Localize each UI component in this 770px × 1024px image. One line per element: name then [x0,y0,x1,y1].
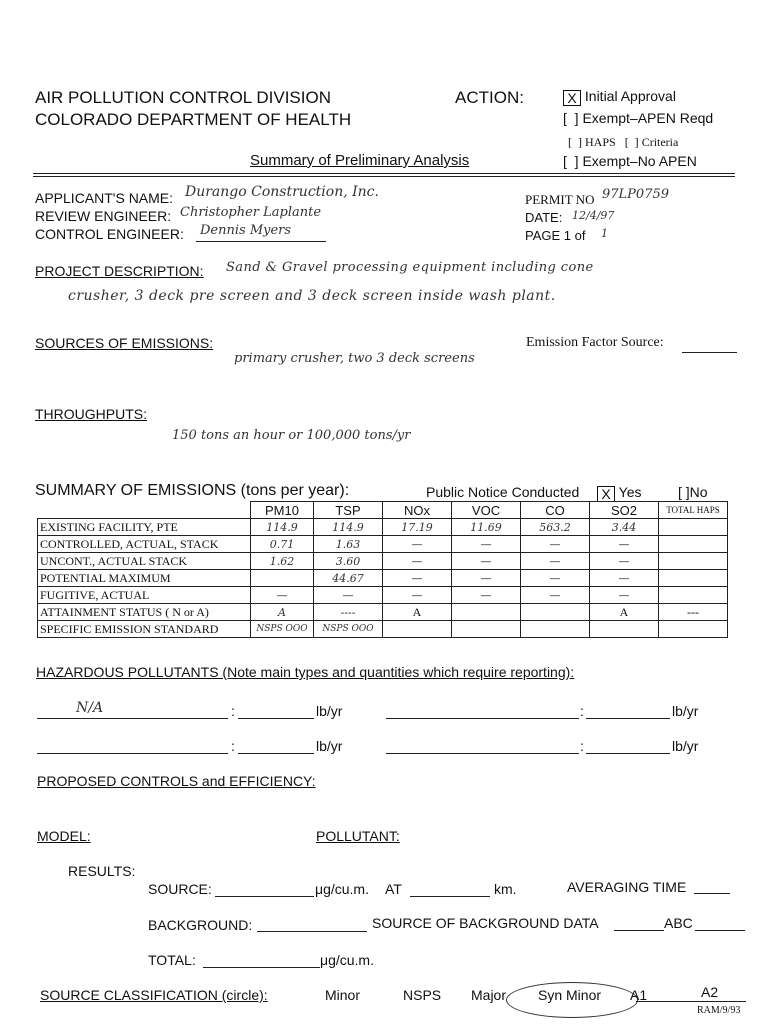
table-row [38,519,728,536]
row-label: SPECIFIC EMISSION STANDARD [38,621,251,638]
cell[interactable] [590,621,659,638]
source-line [215,896,314,897]
header-rule-2 [33,176,735,177]
cell[interactable] [452,621,521,638]
hazardous-line-1a [37,718,228,719]
yes-label: Yes [618,484,642,500]
at-line [410,896,490,897]
abc-label: ABC [664,915,693,931]
abc-line [695,930,745,931]
criteria-label: Criteria [641,135,679,149]
cell[interactable]: — [521,553,590,570]
total-line [203,967,320,968]
col-co: CO [521,502,590,519]
cell[interactable]: — [383,570,452,587]
permit-label: PERMIT NO [525,192,595,207]
review-engineer-value[interactable]: Christopher Laplante [180,205,322,220]
cell[interactable]: — [383,587,452,604]
initial-approval-label: Initial Approval [584,88,676,104]
cell[interactable]: — [452,570,521,587]
exempt-no-apen-checkbox[interactable]: [ ] [563,153,579,169]
sources-label: SOURCES OF EMISSIONS: [35,335,214,351]
emission-factor-line [682,352,737,353]
cell[interactable]: — [452,553,521,570]
exempt-no-apen-option[interactable] [563,153,697,169]
cell[interactable]: A [383,604,452,621]
public-notice-yes[interactable] [597,484,641,502]
cell[interactable] [659,570,728,587]
table-row [38,621,728,638]
review-engineer-label: REVIEW ENGINEER: [35,208,172,224]
row-label: POTENTIAL MAXIMUM [38,570,251,587]
hazardous-line-1b [238,718,314,719]
hazardous-line-3a [37,753,228,754]
project-description-line1[interactable]: Sand & Gravel processing equipment including cone [226,260,594,275]
control-engineer-underline [196,241,326,242]
averaging-time-label: AVERAGING TIME [567,879,687,895]
cell[interactable]: 1.62 [251,553,314,570]
col-total-haps: TOTAL HAPS [659,502,728,519]
exempt-apen-label: Exempt–APEN Reqd [582,110,714,126]
page-label: PAGE 1 of [525,228,586,243]
row-label: EXISTING FACILITY, PTE [38,519,251,536]
col-pm10: PM10 [251,502,314,519]
cell[interactable]: 114.9 [251,519,314,536]
criteria-checkbox[interactable]: [ ] [624,135,639,149]
initial-approval-checkbox[interactable]: X [563,90,581,106]
haps-checkbox[interactable]: [ ] [568,135,582,149]
yes-checkbox[interactable]: X [597,486,615,502]
hazardous-line-4b [586,753,670,754]
project-description-line2[interactable]: crusher, 3 deck pre screen and 3 deck screen inside wash plant. [68,288,556,304]
exempt-apen-checkbox[interactable]: [ ] [563,110,579,126]
hazardous-line-4a [386,753,579,754]
table-row [38,536,728,553]
col-so2: SO2 [590,502,659,519]
controls-label: PROPOSED CONTROLS and EFFICIENCY: [37,773,316,789]
source-background-line [614,930,664,931]
ugcum-unit: μg/cu.m. [315,881,369,897]
averaging-line [694,893,730,894]
cell[interactable]: — [452,587,521,604]
summary-title: Summary of Preliminary Analysis [250,152,470,169]
no-label: No [689,484,708,500]
colon: : [580,703,584,719]
public-notice-label: Public Notice Conducted [426,484,580,500]
cell[interactable] [383,621,452,638]
permit-value[interactable]: 97LP0759 [602,187,670,202]
class-syn-minor[interactable]: Syn Minor [538,987,602,1003]
cell[interactable]: 3.60 [314,553,383,570]
class-a2[interactable]: A2 [701,984,719,1000]
cell[interactable]: 11.69 [452,519,521,536]
total-ugcum-unit: μg/cu.m. [320,952,374,968]
throughputs-label: THROUGHPUTS: [35,406,147,422]
cell[interactable]: 0.71 [251,536,314,553]
throughputs-value[interactable]: 150 tons an hour or 100,000 tons/yr [172,428,411,443]
cell[interactable]: — [590,587,659,604]
applicant-name-label: APPLICANT'S NAME: [35,190,174,206]
table-row [38,604,728,621]
cell[interactable] [452,604,521,621]
cell[interactable]: — [452,536,521,553]
col-nox: NOx [383,502,452,519]
cell[interactable]: 563.2 [521,519,590,536]
header-spacer [38,502,251,519]
action-label: ACTION: [455,88,524,107]
cell[interactable]: --- [659,604,728,621]
public-notice-no[interactable] [678,484,708,500]
emissions-header-row [38,502,728,519]
haps-criteria-options [568,135,678,150]
colon: : [231,738,235,754]
class-a1[interactable]: A1 [630,987,648,1003]
date-value[interactable]: 12/4/97 [572,209,615,222]
background-line [257,931,367,932]
results-label: RESULTS: [68,863,136,879]
at-label: AT [385,881,402,897]
no-checkbox[interactable]: [ ] [678,484,690,500]
division-title: AIR POLLUTION CONTROL DIVISION [35,88,331,107]
source-label: SOURCE: [148,881,212,897]
row-label: UNCONT., ACTUAL STACK [38,553,251,570]
model-label: MODEL: [37,828,91,844]
cell[interactable] [659,536,728,553]
hazardous-label: HAZARDOUS POLLUTANTS (Note main types and quantities which require reporting): [36,664,575,680]
haps-label: HAPS [585,135,616,149]
date-label: DATE: [525,210,563,225]
applicant-name-value[interactable]: Durango Construction, Inc. [185,184,379,200]
header-rule [33,173,735,174]
cell[interactable]: — [251,587,314,604]
project-description-label: PROJECT DESCRIPTION: [35,263,204,279]
page-value[interactable]: 1 [601,227,608,240]
cell[interactable]: — [590,536,659,553]
cell[interactable]: — [521,570,590,587]
cell[interactable]: — [383,536,452,553]
cell[interactable]: NSPS OOO [251,621,314,638]
class-nsps[interactable]: NSPS [403,987,442,1003]
source-background-label: SOURCE OF BACKGROUND DATA [372,915,599,931]
class-major[interactable]: Major [471,987,507,1003]
cell[interactable]: 44.67 [314,570,383,587]
cell[interactable]: NSPS OOO [314,621,383,638]
cell[interactable] [521,621,590,638]
unit-lbyr: lb/yr [672,703,699,719]
exempt-apen-option[interactable] [563,110,713,126]
cell[interactable]: — [590,570,659,587]
cell[interactable] [251,570,314,587]
control-engineer-value[interactable]: Dennis Myers [200,223,292,238]
hazardous-line-2b [586,718,670,719]
exempt-no-apen-label: Exempt–No APEN [582,153,697,169]
emissions-title: SUMMARY OF EMISSIONS (tons per year): [35,482,350,499]
class-minor[interactable]: Minor [325,987,361,1003]
control-engineer-label: CONTROL ENGINEER: [35,226,184,242]
cell[interactable]: 114.9 [314,519,383,536]
col-voc: VOC [452,502,521,519]
table-row [38,587,728,604]
sources-value[interactable]: primary crusher, two 3 deck screens [234,351,475,366]
classification-line [636,1001,746,1002]
emission-factor-label: Emission Factor Source: [526,335,664,350]
unit-lbyr: lb/yr [316,703,343,719]
cell[interactable]: — [383,553,452,570]
row-label: ATTAINMENT STATUS ( N or A) [38,604,251,621]
cell[interactable]: — [521,536,590,553]
cell[interactable]: 1.63 [314,536,383,553]
classification-label: SOURCE CLASSIFICATION (circle): [40,987,268,1003]
initial-approval-option[interactable] [563,88,676,106]
cell[interactable] [659,621,728,638]
emissions-table [37,501,728,638]
unit-lbyr: lb/yr [316,738,343,754]
cell[interactable]: A [251,604,314,621]
cell[interactable]: — [590,553,659,570]
total-label: TOTAL: [148,952,196,968]
cell[interactable] [659,519,728,536]
row-label: CONTROLLED, ACTUAL, STACK [38,536,251,553]
hazardous-value-1[interactable]: N/A [76,700,104,716]
cell[interactable]: ---- [314,604,383,621]
footer-ram: RAM/9/93 [697,1005,741,1016]
cell[interactable]: 3.44 [590,519,659,536]
background-label: BACKGROUND: [148,917,253,933]
cell[interactable]: — [521,587,590,604]
row-label: FUGITIVE, ACTUAL [38,587,251,604]
cell[interactable] [659,553,728,570]
cell[interactable] [659,587,728,604]
pollutant-label: POLLUTANT: [316,828,400,844]
department-title: COLORADO DEPARTMENT OF HEALTH [35,110,352,129]
table-row [38,553,728,570]
hazardous-line-2a [386,718,579,719]
hazardous-line-3b [238,753,314,754]
colon: : [580,738,584,754]
table-row [38,570,728,587]
cell[interactable]: 17.19 [383,519,452,536]
unit-lbyr: lb/yr [672,738,699,754]
cell[interactable]: A [590,604,659,621]
cell[interactable] [521,604,590,621]
km-label: km. [494,881,517,897]
colon: : [231,703,235,719]
cell[interactable]: — [314,587,383,604]
col-tsp: TSP [314,502,383,519]
